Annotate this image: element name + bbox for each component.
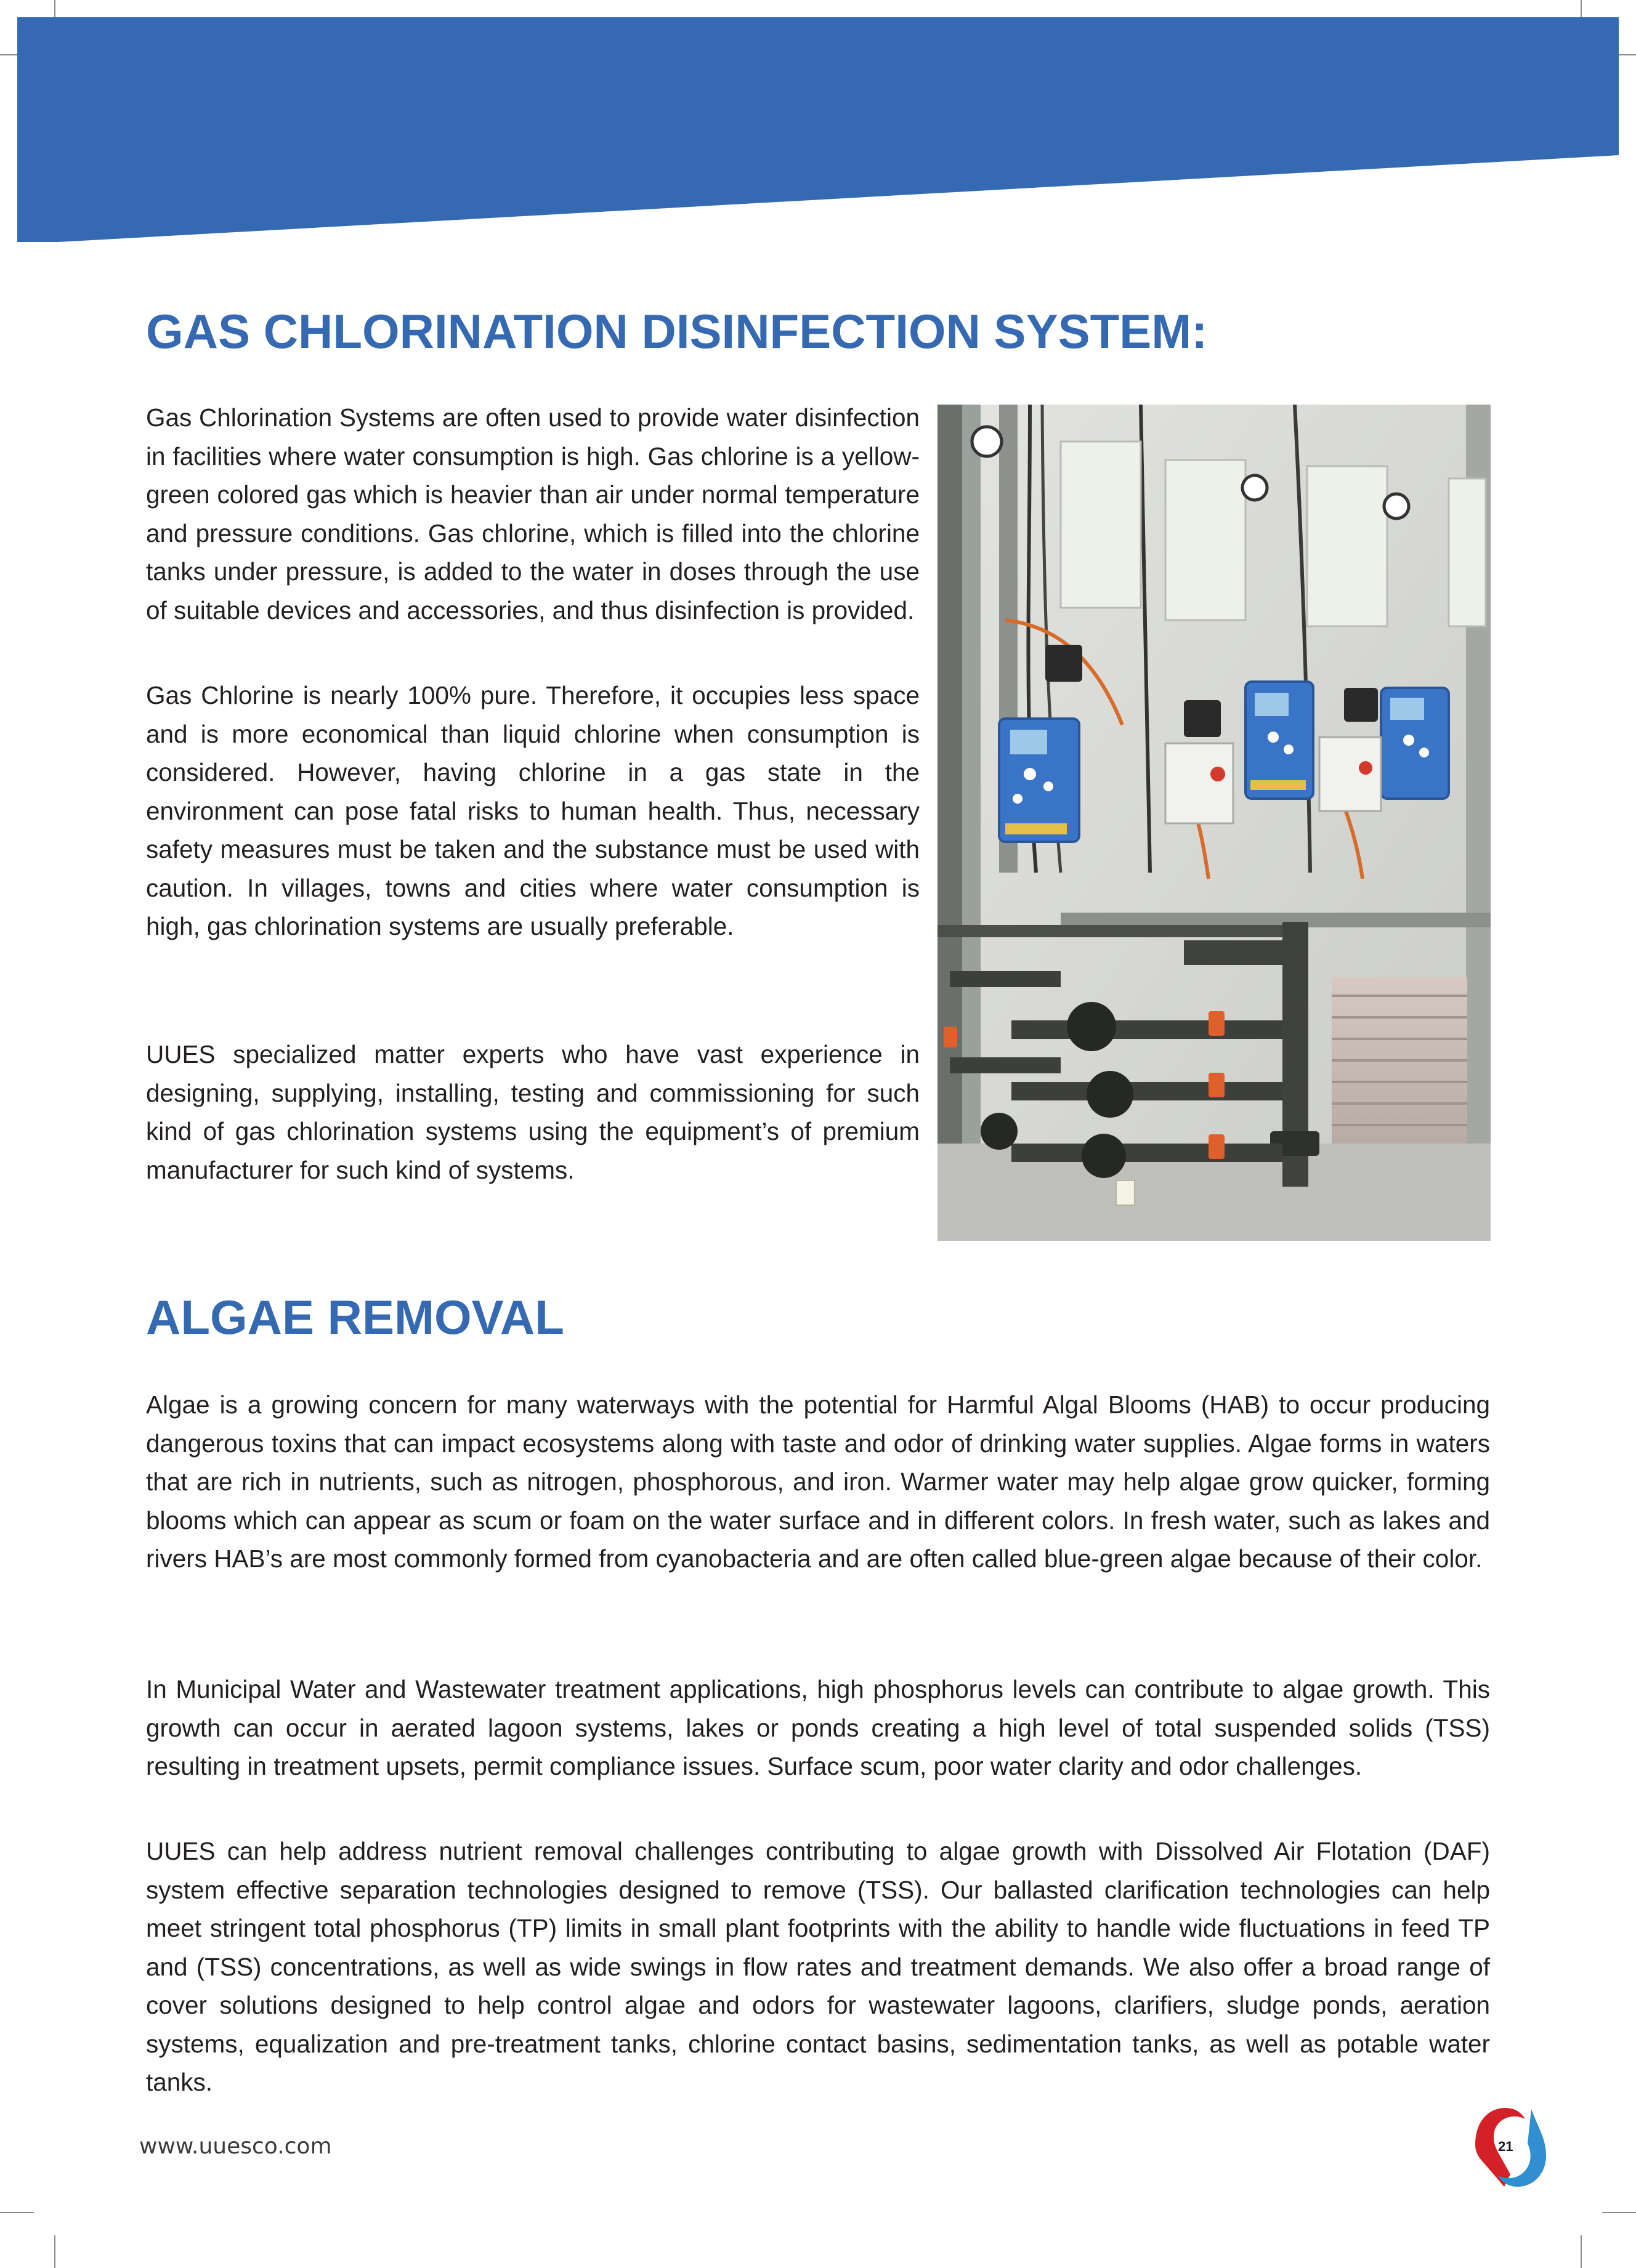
- gas-chlorination-equipment-photo: [937, 405, 1491, 1241]
- crop-mark: [1602, 2212, 1636, 2213]
- crop-mark: [1581, 2235, 1582, 2268]
- algae-paragraph-1: Algae is a growing concern for many waterways with the potential for Harmful Algal Blooms (HAB) to occur producing dangerous toxins that can impact ecosystems along with taste and odor of drinking water supplies. Algae forms in waters that are rich in nutrients, such as nitrogen, phosphorous, and iron. Warmer water may help algae grow quicker, forming blooms which can appear as scum or foam on the water surface and in different colors. In fresh water, such as lakes and rivers HAB’s are most commonly formed from cyanobacteria and are often called blue-green algae because of their color.: [146, 1390, 1490, 1573]
- gas-paragraph-1: Gas Chlorination Systems are often used to provide water disinfection in facilities where water consumption is high. Gas chlorine is a yellow-green colored gas which is heavier than air under normal temperature and pressure conditions. Gas chlorine, which is filled into the chlorine tanks under pressure, is added to the water in doses through the use of suitable devices and accessories, and thus disinfection is provided.: [146, 403, 920, 624]
- header-banner: [0, 0, 1636, 246]
- algae-paragraph-2: In Municipal Water and Wastewater treatment applications, high phosphorus levels can contribute to algae growth. This growth can occur in aerated lagoon systems, lakes or ponds creating a high level of total suspended solids (TSS) resulting in treatment upsets, permit compliance issues. Surface scum, poor water clarity and odor challenges.: [146, 1675, 1490, 1780]
- crop-mark: [0, 2212, 34, 2213]
- gas-paragraph-3: UUES specialized matter experts who have vast experience in designing, supplying, installing, testing and commissioning for such kind of gas chlorination systems using the equipment’s of premium manufacturer for such kind of systems.: [146, 1040, 920, 1184]
- page-number: 21: [1498, 2139, 1513, 2154]
- algae-paragraph-3: UUES can help address nutrient removal challenges contributing to algae growth with Dissolved Air Flotation (DAF) system effective separation technologies designed to remove (TSS). Our ballasted clarification technologies can help meet stringent total phosphorus (TP) limits in small plant footprints with the ability to handle wide fluctuations in feed TP and (TSS) concentrations, as well as wide swings in flow rates and treatment demands. We also offer a broad range of cover solutions designed to help control algae and odors for wastewater lagoons, clarifiers, sludge ponds, aeration systems, equalization and pre-treatment tanks, chlorine contact basins, sedimentation tanks, as well as potable water tanks.: [146, 1837, 1490, 2096]
- gas-paragraph-2: Gas Chlorine is nearly 100% pure. Therefore, it occupies less space and is more economical than liquid chlorine when consumption is considered. However, having chlorine in a gas state in the environment can pose fatal risks to human health. Thus, necessary safety measures must be taken and the substance must be used with caution. In villages, towns and cities where water consumption is high, gas chlorination systems are usually preferable.: [146, 681, 920, 940]
- crop-mark: [54, 2235, 55, 2268]
- section-title-gas-chlorination: GAS CHLORINATION DISINFECTION SYSTEM:: [146, 304, 1208, 358]
- footer-website: www.uuesco.com: [139, 2134, 332, 2159]
- section-title-algae-removal: ALGAE REMOVAL: [146, 1290, 564, 1344]
